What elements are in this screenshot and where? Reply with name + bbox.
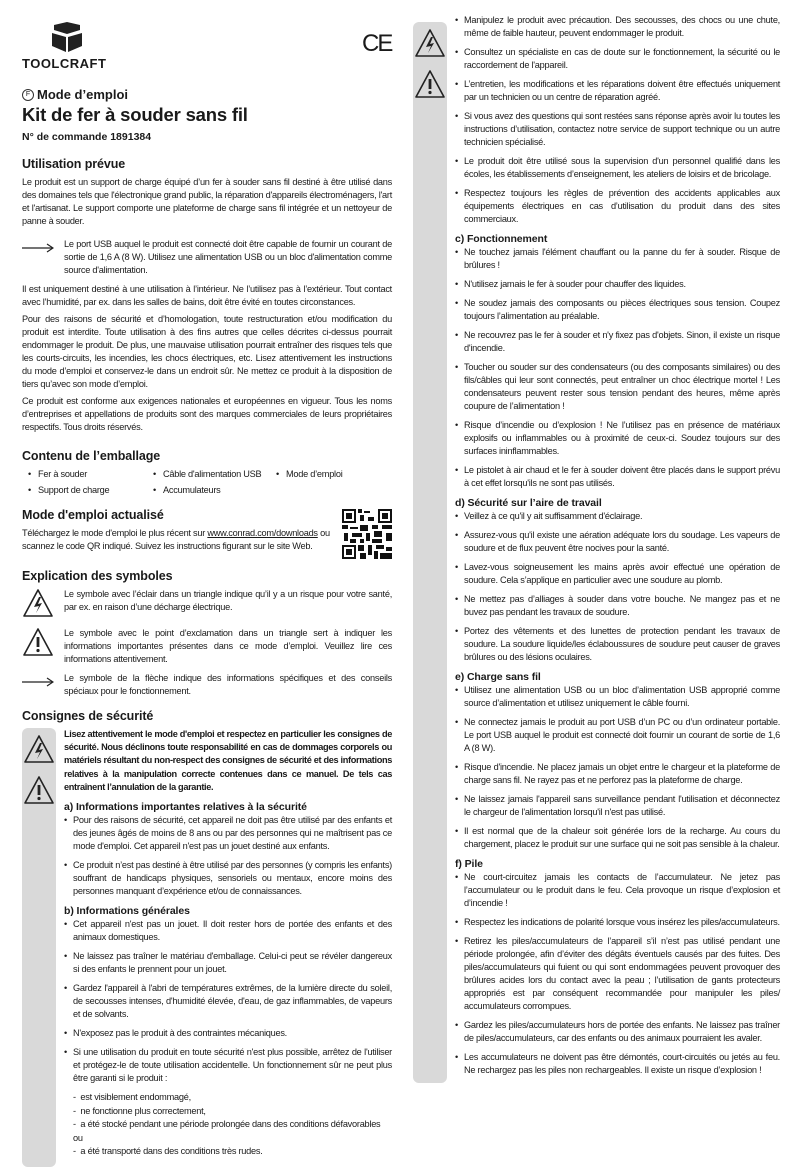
updated-manual-block <box>22 507 332 553</box>
bullet-icon: • <box>455 111 458 121</box>
list-item <box>64 1027 392 1040</box>
arrow-icon <box>22 672 56 692</box>
safety-list-d <box>455 510 780 664</box>
list-item-text: Ne connectez jamais le produit au port USB d’un PC ou d’un ordinateur portable. Le port USB auquel le produit est connecté doit fournir un courant de sortie de 1,6 A (8 W). <box>464 717 780 753</box>
list-item <box>455 155 780 181</box>
list-item <box>64 814 392 853</box>
exclamation-warning-icon <box>23 775 55 810</box>
list-item <box>455 793 780 819</box>
list-item-text: Assurez-vous qu'il existe une aération adéquate lors du soudage. Les vapeurs de soudure et de flux peuvent être nocives pour la santé. <box>464 530 780 553</box>
list-item <box>455 1051 780 1077</box>
list-item-text: Manipulez le produit avec précaution. Des secousses, des chocs ou une chute, même de faible hauteur, peuvent endommager le produit. <box>464 15 780 38</box>
list-item-text: Gardez l'appareil à l'abri de températures extrêmes, de la lumière directe du soleil, de secousses intenses, d'humidité élevée, d'eau, de gaz inflammables, de vapeurs et de solvants. <box>73 983 392 1020</box>
safety-list-f <box>455 871 780 1077</box>
list-item-text: N'utilisez jamais le fer à souder pour chauffer des liquides. <box>464 279 686 289</box>
list-item <box>455 278 780 291</box>
doc-type-label: Mode d’emploi <box>37 87 128 102</box>
subsection-heading-e: e) Charge sans fil <box>455 671 541 683</box>
usb-note: Le port USB auquel le produit est connecté doit être capable de fournir un courant de sortie de 1,6 A (8 W). Utilisez une alimentation USB ou un bloc d'alimentation comme source d'alimentation. <box>64 239 392 275</box>
doc-type <box>22 87 128 102</box>
list-item <box>455 593 780 619</box>
bullet-icon: • <box>455 717 458 727</box>
subsection-heading-b: b) Informations générales <box>64 905 190 918</box>
list-item <box>64 1046 392 1085</box>
safety-block-left <box>22 728 392 1167</box>
list-item <box>455 464 780 490</box>
sub-list-item-text: ne fonctionne plus correctement, <box>80 1105 206 1116</box>
modification-paragraph: Pour des raisons de sécurité et d’homologation, toute restructuration et/ou modification du produit est interdite. Toute utilisation à des fins autres que celles décrites ci-dessus pourrait endommager le produit. De plus, une mauvaise utilisation pourrait entraîner des risques tels que les courts-circuits, les incendies, les chocs électriques, etc. Lisez attentivement les instructions du mode d’emploi et conservez-le dans un endroit sûr. Ne mettez ce produit à la disposition de tiers qu’avec son mode d’emploi. <box>22 314 392 389</box>
bullet-icon: • <box>455 1052 458 1062</box>
section-heading-contenu: Contenu de l’emballage <box>22 449 161 463</box>
bullet-icon: • <box>455 15 458 25</box>
ce-mark: CE <box>362 30 392 57</box>
bullet-icon: • <box>455 188 458 198</box>
list-item-text: Retirez les piles/accumulateurs de l’appareil s’il n’est pas utilisé pendant une période prolongée, afin d’éviter des dégâts éventuels causés par des fuites. Des piles/accumulateurs qui fuient ou qui sont endommagées peuvent provoquer des brûlures acides lors du contact avec la peau ; l’utilisation de gants protecteurs appropriés est par conséquent recommandée pour manipuler les piles/ accumulateurs corrompues. <box>464 936 780 1011</box>
lightning-symbol-row <box>22 588 392 623</box>
section-heading-actualise: Mode d'emploi actualisé <box>22 508 164 522</box>
sub-list-item <box>73 1091 392 1105</box>
sub-list-item <box>73 1145 392 1159</box>
subsection-heading-a: a) Informations importantes relatives à la sécurité <box>64 801 307 814</box>
dash-icon: - <box>73 1146 81 1157</box>
sub-list-item-text: a été stocké pendant une période prolongée dans des conditions défavorables ou <box>73 1119 381 1143</box>
list-item-text: Ne court-circuitez jamais les contacts de l’accumulateur. Ne jetez pas l’accumulateur ou le produit dans le feu. Cela provoque un risque d’explosion et d’incendie ! <box>464 872 780 908</box>
subsection-heading-c: c) Fonctionnement <box>455 233 548 245</box>
bullet-icon: • <box>455 917 458 927</box>
download-paragraph: Téléchargez le mode d'emploi le plus récent sur www.conrad.com/downloads ou scannez le code QR indiqué. Suivez les instructions figurant sur le site Web. <box>22 528 330 551</box>
bullet-icon: • <box>455 872 458 882</box>
bullet-icon: • <box>64 815 67 826</box>
list-item-text: Le pistolet à air chaud et le fer à souder doivent être placés dans le support prévu à cet effet lorsqu'ils ne sont pas utilisés. <box>464 465 780 488</box>
updated-manual-row <box>22 507 392 564</box>
list-item-text: Consultez un spécialiste en cas de doute sur le fonctionnement, la sécurité ou le raccordement de l'appareil. <box>464 47 780 70</box>
bullet-icon: • <box>455 685 458 695</box>
bullet-icon: • <box>455 247 458 257</box>
sub-list-item-text: est visiblement endommagé, <box>80 1092 191 1103</box>
utilisation-paragraph: Le produit est un support de charge équipé d’un fer à souder sans fil destiné à être utilisé dans des domaines tels que l'électronique grand public, la réparation d'appareils électroménagers, l'art et l'artisanat. Le support comporte une plateforme de charge sans fil intégrée et un nettoyeur de panne à souder. <box>22 177 392 226</box>
section-heading-consignes: Consignes de sécurité <box>22 709 154 723</box>
exclamation-symbol-row <box>22 627 392 666</box>
list-item-text: Pour des raisons de sécurité, cet appareil ne doit pas être utilisé par des enfants et des jeunes âgés de moins de 8 ans ou par des personnes qui ne maîtrisent pas ce mode d'emploi. Cet appareil n'est pas un jouet destiné aux enfants. <box>73 815 392 852</box>
list-item-text: Le produit doit être utilisé sous la supervision d'un personnel qualifié dans les écoles, les établissements d’enseignement, les ateliers de loisirs et de bricolage. <box>464 156 780 179</box>
list-item-text: Ne laissez jamais l'appareil sans surveillance pendant l'utilisation et déconnectez le chargeur de l'alimentation lorsqu'il n'est pas utilisé. <box>464 794 780 817</box>
bullet-icon: • <box>455 936 458 946</box>
list-item <box>455 110 780 149</box>
indoor-paragraph: Il est uniquement destiné à une utilisation à l’intérieur. Ne l’utilisez pas à l’extérieur. Tout contact avec l’humidité, par ex. dans les salles de bains, doit être évité en toutes circonstances. <box>22 284 392 307</box>
lightning-warning-icon <box>22 588 56 623</box>
package-item: • Accumulateurs <box>153 485 221 495</box>
lightning-warning-icon <box>414 28 446 63</box>
lightning-warning-icon <box>23 734 55 769</box>
safety-intro: Lisez attentivement le mode d'emploi et respectez en particulier les consignes de sécurité. Nous déclinons toute responsabilité en cas de dommages corporels ou matériels résultant du non-respect des consignes de sécurité et des informations relatives à la manipulation correcte contenues dans ce manuel. De tels cas entraînent l’annulation de la garantie. <box>64 729 392 792</box>
download-link[interactable]: www.conrad.com/downloads <box>207 528 318 538</box>
list-item-text: Ne soudez jamais des composants ou pièces électriques sous tension. Coupez toujours l’alimentation au préalable. <box>464 298 780 321</box>
left-warning-sidebar <box>22 728 56 1167</box>
list-item <box>64 982 392 1021</box>
sub-list-item <box>73 1105 392 1119</box>
list-item <box>455 625 780 664</box>
list-item <box>64 918 392 944</box>
qr-code-icon <box>342 507 392 564</box>
bullet-icon: • <box>64 1047 67 1058</box>
list-item <box>455 1019 780 1045</box>
list-item-text: Respectez les indications de polarité lorsque vous insérez les piles/accumulateurs. <box>464 917 780 927</box>
safety-content-right <box>455 14 780 1083</box>
list-item <box>455 329 780 355</box>
list-item-text: Utilisez une alimentation USB ou un bloc d’alimentation USB approprié comme source d’alimentation et utilisez uniquement le câble fourni. <box>464 685 780 708</box>
list-item <box>455 716 780 755</box>
right-warning-sidebar <box>413 22 447 1083</box>
bullet-icon: • <box>455 562 458 572</box>
list-item-text: Si une utilisation du produit en toute sécurité n'est plus possible, arrêtez de l'utiliser et protégez-le de toute utilisation accidentelle. Un fonctionnement sûr ne peut plus être garanti si le produit : <box>73 1047 392 1084</box>
bullet-icon: • <box>455 362 458 372</box>
list-item <box>455 916 780 929</box>
list-item <box>455 419 780 458</box>
sub-list-item <box>73 1118 392 1145</box>
bullet-icon: • <box>455 156 458 166</box>
package-item: • Fer à souder <box>28 469 88 479</box>
bullet-icon: • <box>455 79 458 89</box>
toolcraft-logo-icon <box>46 22 88 57</box>
arrow-symbol-row <box>22 672 392 698</box>
list-item-text: Ne laissez pas traîner le matériau d'emballage. Celui-ci peut se révéler dangereux si des enfants le prennent pour un jouet. <box>73 951 392 975</box>
bullet-icon: • <box>455 465 458 475</box>
usb-note-row <box>22 238 392 277</box>
list-item-text: Ne mettez pas d’alliages à souder dans votre bouche. Ne mangez pas et ne buvez pas pendant les travaux de soudure. <box>464 594 780 617</box>
list-item-text: N'exposez pas le produit à des contraintes mécaniques. <box>73 1028 287 1039</box>
package-item: • Mode d’emploi <box>276 469 343 479</box>
bullet-icon: • <box>64 1028 67 1039</box>
bullet-icon: • <box>455 794 458 804</box>
list-item <box>455 935 780 1013</box>
list-item-text: Ne recouvrez pas le fer à souder et n'y fixez pas d'objets. Sinon, il existe un risque d'incendie. <box>464 330 780 353</box>
right-column <box>413 14 780 1083</box>
section-heading-symboles: Explication des symboles <box>22 569 173 583</box>
subsection-heading-f: f) Pile <box>455 858 483 870</box>
bullet-icon: • <box>64 951 67 962</box>
package-item: • Câble d'alimentation USB <box>153 469 262 479</box>
order-number: N° de commande 1891384 <box>22 131 152 143</box>
arrow-icon <box>22 238 56 258</box>
bullet-icon: • <box>64 983 67 994</box>
bullet-icon: • <box>455 330 458 340</box>
subsection-heading-d: d) Sécurité sur l’aire de travail <box>455 497 602 509</box>
list-item <box>455 825 780 851</box>
exclamation-symbol-text: Le symbole avec le point d’exclamation dans un triangle sert à indiquer les informations importantes présentes dans ce mode d’emploi. Veuillez lire ces informations attentivement. <box>64 628 392 664</box>
left-column <box>22 156 392 1167</box>
bullet-icon: • <box>455 47 458 57</box>
list-item-text: Ce produit n’est pas destiné à être utilisé par des personnes (y compris les enfants) souffrant de handicaps physiques, sensoriels ou mentaux, encore moins des personnes manquant d’expérience et/ou de connaissances. <box>73 860 392 897</box>
list-item-text: Respectez toujours les règles de prévention des accidents applicables aux équipements électriques en cas d’utilisation du produit dans des sites commerciaux. <box>464 188 780 224</box>
safety-list-b-continued <box>455 14 780 226</box>
dash-icon: - <box>73 1119 81 1130</box>
list-item <box>455 297 780 323</box>
safety-list-c <box>455 246 780 490</box>
bullet-icon: • <box>455 530 458 540</box>
list-item <box>455 871 780 910</box>
bullet-icon: • <box>455 1020 458 1030</box>
page-title: Kit de fer à souder sans fil <box>22 104 248 125</box>
list-item <box>455 78 780 104</box>
sub-list-item-text: a été transporté dans des conditions très rudes. <box>80 1146 263 1157</box>
list-item-text: Ne touchez jamais l'élément chauffant ou la panne du fer à souder. Risque de brûlures ! <box>464 247 780 270</box>
list-item-text: Gardez les piles/accumulateurs hors de portée des enfants. Ne laissez pas traîner de piles/accumulateurs, car des enfants ou des animaux pourraient les avaler. <box>464 1020 780 1043</box>
list-item-text: Risque d’incendie ou d’explosion ! Ne l’utilisez pas en présence de matériaux explosifs ou inflammables ou à proximité de ceux-ci. Soudez toujours sur des surfaces ininflammables. <box>464 420 780 456</box>
list-item-text: Risque d'incendie. Ne placez jamais un objet entre le chargeur et la plateforme de charge sans fil. Ne rayez pas et ne perforez pas la plateforme de charge. <box>464 762 780 785</box>
list-item <box>455 684 780 710</box>
bullet-icon: • <box>455 420 458 430</box>
bullet-icon: • <box>455 511 458 521</box>
lightning-symbol-text: Le symbole avec l’éclair dans un triangle indique qu’il y a un risque pour votre santé, par ex. en raison d’une décharge électrique. <box>64 589 392 612</box>
dash-icon: - <box>73 1105 81 1116</box>
bullet-icon: • <box>455 594 458 604</box>
package-item: • Support de charge <box>28 485 110 495</box>
list-item-text: Veillez à ce qu'il y ait suffisamment d'éclairage. <box>464 511 643 521</box>
list-item <box>455 561 780 587</box>
arrow-symbol-text: Le symbole de la flèche indique des informations spécifiques et des conseils spéciaux pour le fonctionnement. <box>64 673 392 696</box>
safety-list-b <box>64 918 392 1085</box>
list-item-text: L’entretien, les modifications et les réparations doivent être effectués uniquement par un technicien ou un centre de réparation agréé. <box>464 79 780 102</box>
list-item <box>455 46 780 72</box>
safety-block-right <box>413 14 780 1083</box>
list-item-text: Portez des vêtements et des lunettes de protection pendant les travaux de soudure. La soudure liquide/les éclaboussures de soudure peut causer de graves brûlures ou des lésions oculaires. <box>464 626 780 662</box>
bullet-icon: • <box>455 279 458 289</box>
list-item <box>455 361 780 413</box>
bullet-icon: • <box>64 919 67 930</box>
section-heading-utilisation: Utilisation prévue <box>22 157 126 171</box>
list-item <box>455 187 780 226</box>
list-item-text: Cet appareil n'est pas un jouet. Il doit rester hors de portée des enfants et des animaux domestiques. <box>73 919 392 943</box>
list-item-text: Il est normal que de la chaleur soit générée lors de la recharge. Au cours du chargement, placez le produit sur une surface qui ne soit pas sensible à la chaleur. <box>464 826 780 849</box>
list-item <box>455 761 780 787</box>
bullet-icon: • <box>64 860 67 871</box>
conformity-paragraph: Ce produit est conforme aux exigences nationales et européennes en vigueur. Tous les noms d’entreprises et appellations de produits sont des marques commerciales de leurs propriétaires respectifs. Tous droits réservés. <box>22 396 392 432</box>
list-item <box>455 529 780 555</box>
exclamation-warning-icon <box>22 627 56 662</box>
list-item <box>455 510 780 523</box>
language-badge-icon: F <box>22 89 34 101</box>
bullet-icon: • <box>455 826 458 836</box>
list-item-text: Si vous avez des questions qui sont restées sans réponse après avoir lu toutes les instructions d’utilisation, contactez notre service de support technique ou un autre technicien spécialisé. <box>464 111 780 147</box>
brand-name: TOOLCRAFT <box>22 56 107 71</box>
list-item <box>455 14 780 40</box>
bullet-icon: • <box>455 298 458 308</box>
list-item-text: Lavez-vous soigneusement les mains après avoir effectué une opération de soudure. Cela s’applique en particulier avec une soudure au plomb. <box>464 562 780 585</box>
list-item-text: Les accumulateurs ne doivent pas être démontés, court-circuités ou jetés au feu. Ne rechargez pas les piles non rechargeables. Il existe un risque d’explosion ! <box>464 1052 780 1075</box>
package-contents <box>22 468 392 497</box>
list-item-text: Toucher ou souder sur des condensateurs (ou des composants similaires) ou des fils/câbles qui leur sont connectés, peut entraîner un choc électrique mortel ! Les condensateurs peuvent rester sous tension pendant des heures, même après coupure de l’alimentation ! <box>464 362 780 411</box>
safety-list-a <box>64 814 392 898</box>
exclamation-warning-icon <box>414 69 446 104</box>
safety-content-left <box>64 728 392 1167</box>
bullet-icon: • <box>455 626 458 636</box>
bullet-icon: • <box>455 762 458 772</box>
damage-conditions-list <box>64 1091 392 1159</box>
safety-list-e <box>455 684 780 851</box>
list-item <box>64 950 392 976</box>
list-item <box>64 859 392 898</box>
list-item <box>455 246 780 272</box>
dash-icon: - <box>73 1092 81 1103</box>
